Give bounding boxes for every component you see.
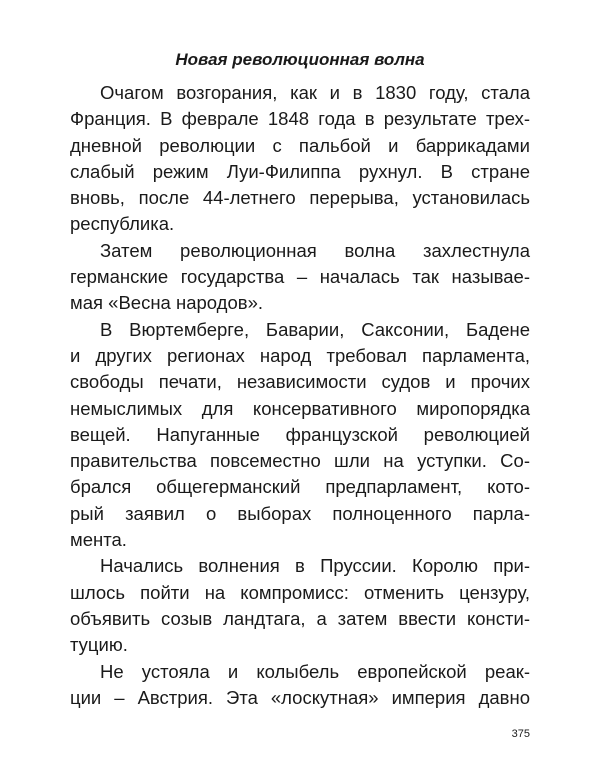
text-line: мента.	[70, 529, 127, 551]
text-line: Начались волнения в Пруссии. Королю при-	[100, 555, 530, 577]
page-number: 375	[511, 728, 530, 740]
text-line: рый заявил о выборах полноценного парла-	[70, 502, 530, 524]
text-line: и других регионах народ требовал парламента,	[70, 344, 530, 366]
body-text	[70, 80, 530, 711]
text-line: германские государства – началась так называе-	[70, 266, 530, 288]
paragraph	[70, 317, 530, 554]
text-line: объявить созыв ландтага, а затем ввести консти-	[70, 607, 530, 629]
text-line: брался общегерманский предпарламент, кото-	[70, 476, 530, 498]
chapter-title: Новая революционная волна	[175, 50, 425, 69]
text-line: вновь, после 44-летнего перерыва, установилась	[70, 187, 530, 209]
text-line: В Вюртемберге, Баварии, Саксонии, Бадене	[100, 318, 530, 340]
text-line: дневной революции с пальбой и баррикадами	[70, 134, 530, 156]
paragraph	[70, 80, 530, 238]
text-line: республика.	[70, 213, 175, 235]
text-line: правительства повсеместно шли на уступки. Со-	[70, 450, 530, 472]
paragraph	[70, 553, 530, 658]
text-line: Не устояла и колыбель европейской реак-	[100, 660, 530, 682]
paragraph	[70, 659, 530, 712]
text-line: Франция. В феврале 1848 года в результате трех-	[70, 108, 530, 130]
text-line: Затем революционная волна захлестнула	[100, 239, 530, 261]
text-line: вещей. Напуганные французской революцией	[70, 423, 530, 445]
text-line: мая «Весна народов».	[70, 292, 263, 314]
text-line: слабый режим Луи-Филиппа рухнул. В стране	[70, 160, 530, 182]
text-line: ции – Австрия. Эта «лоскутная» империя давно	[70, 686, 530, 708]
text-line: шлось пойти на компромисс: отменить цензуру,	[70, 581, 530, 603]
text-line: Очагом возгорания, как и в 1830 году, стала	[100, 82, 530, 103]
document-page	[70, 50, 530, 750]
text-line: свободы печати, независимости судов и прочих	[70, 371, 530, 393]
paragraph	[70, 238, 530, 317]
text-line: туцию.	[70, 634, 128, 656]
text-line: немыслимых для консервативного миропорядка	[70, 397, 530, 419]
